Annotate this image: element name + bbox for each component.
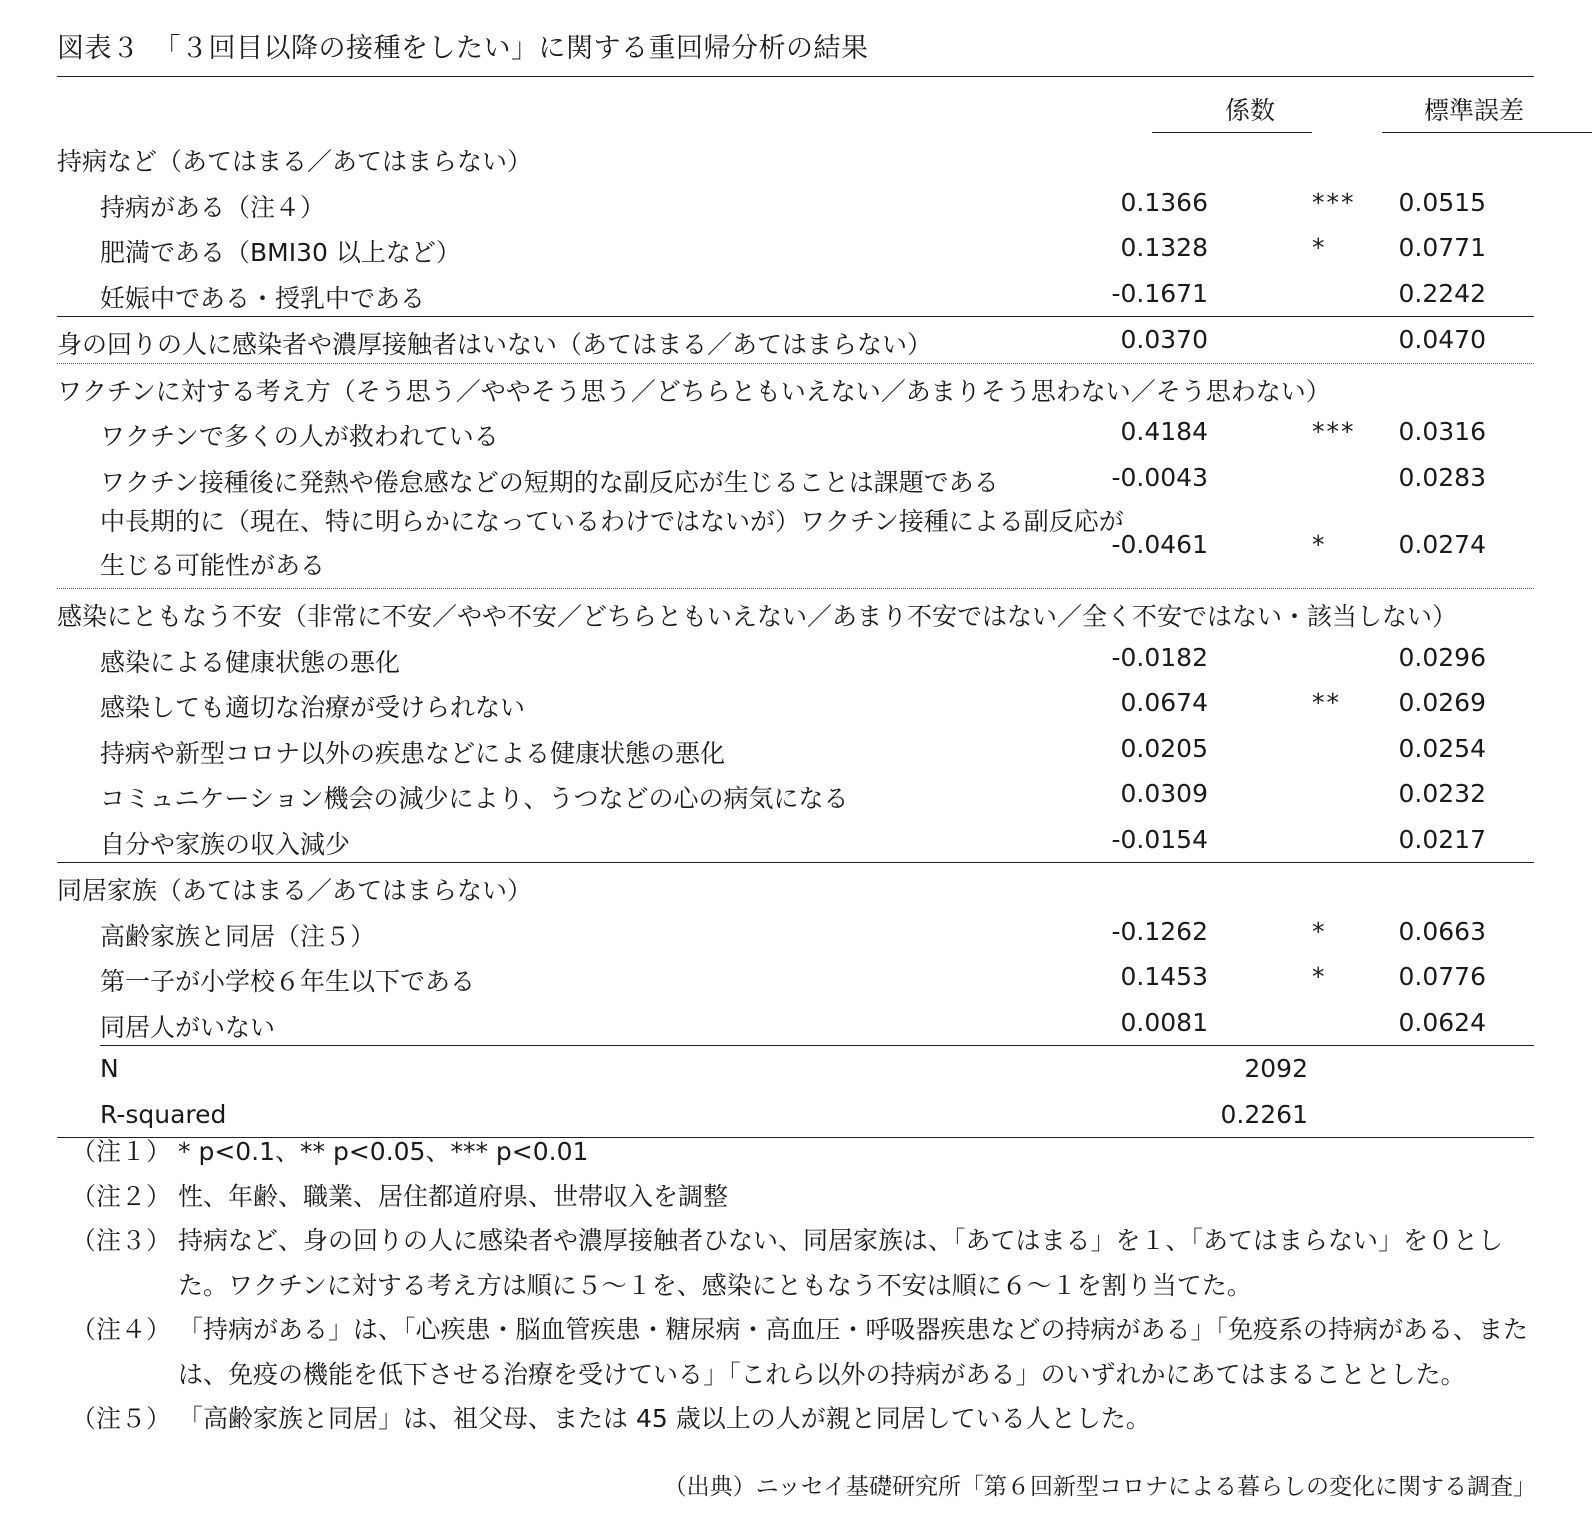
stat-row-n [57,1046,1534,1092]
row-label: 感染による健康状態の悪化 [100,647,401,677]
coefficient-value: 0.0370 [1120,325,1208,354]
row-label-line: 生じる可能性がある [100,551,326,580]
row-label: 感染しても適切な治療が受けられない [100,693,526,722]
note-1: （注１） * p<0.1、** p<0.05、*** p<0.01 [71,1137,589,1166]
coefficient-value: -0.0182 [1111,642,1208,672]
note-3: （注３） 持病など、身の回りの人に感染者や濃厚接触者ひない、同居家族は、「あてはまる」を１、「あてはまらない」を０とした。ワクチンに対する考え方は順に５～１を、感染にともなう不安は順に６～１を割り当てた。 [71,1226,1504,1300]
table-row [57,317,1534,363]
header-rule [1382,132,1592,133]
row-label [100,500,1124,588]
table-row [57,455,1534,501]
standard-error-value: 0.0624 [1398,1007,1486,1037]
section-heading [57,134,1534,180]
table-row [57,817,1534,863]
coefficient-value: -0.0154 [1111,824,1208,854]
row-label: N [100,1054,119,1083]
standard-error-value: 0.0232 [1398,779,1486,808]
section-heading [57,364,1534,410]
coefficient-value: 0.1453 [1120,962,1208,991]
coefficient-value: -0.0461 [1111,530,1208,559]
section-heading [57,863,1534,909]
section-heading [57,589,1534,635]
source-citation: （出典）ニッセイ基礎研究所「第６回新型コロナによる暮らしの変化に関する調査」 [663,1474,1536,1500]
coefficient-value: -0.1671 [1111,278,1208,308]
coefficient-value: 0.0674 [1120,688,1208,717]
table-row [57,635,1534,681]
table-row [57,180,1534,226]
header-se: 標準誤差 [1424,96,1525,125]
row-label: 高齢家族と同居（注５） [100,921,376,951]
row-label: ワクチンに対する考え方（そう思う／ややそう思う／どちらともいえない／あまりそう思わない／そう思わない） [57,376,1331,406]
coefficient-value: 0.0205 [1120,733,1208,763]
standard-error-value: 0.0515 [1398,187,1486,217]
significance-stars: *** [1312,417,1356,446]
row-label: 第一子が小学校６年生以下である [100,967,476,996]
standard-error-value: 0.0269 [1398,688,1486,717]
coefficient-value: 0.4184 [1120,417,1208,446]
row-label: 身の回りの人に感染者や濃厚接触者はいない（あてはまる／あてはまらない） [57,330,933,359]
row-label: 持病がある（注４） [100,192,326,222]
table-row [57,909,1534,955]
table-row [57,680,1534,726]
coefficient-value: 0.0081 [1120,1007,1208,1037]
row-label: コミュニケーション機会の減少により、うつなどの心の病気になる [100,784,849,813]
coefficient-value: -0.0043 [1111,462,1208,492]
standard-error-value: 0.2242 [1398,278,1486,308]
note-2: （注２） 性、年齢、職業、居住都道府県、世帯収入を調整 [71,1181,729,1211]
table-row [57,500,1534,588]
page-title: 図表３ 「３回目以降の接種をしたい」に関する重回帰分析の結果 [57,33,869,64]
row-label: ワクチン接種後に発熱や倦怠感などの短期的な副反応が生じることは課題である [100,467,999,497]
standard-error-value: 0.0776 [1398,962,1486,991]
standard-error-value: 0.0274 [1398,530,1486,559]
row-label-line: 中長期的に（現在、特に明らかになっているわけではないが）ワクチン接種による副反応が [100,507,1124,536]
table-row [57,225,1534,271]
coefficient-value: 0.1328 [1120,233,1208,262]
stat-value: 0.2261 [1220,1099,1308,1129]
standard-error-value: 0.0217 [1398,824,1486,854]
standard-error-value: 0.0316 [1398,417,1486,446]
significance-stars: * [1312,962,1327,991]
note-5: （注５） 「高齢家族と同居」は、祖父母、または 45 歳以上の人が親と同居している人とした。 [71,1404,1151,1433]
table-row [57,271,1534,317]
significance-stars: * [1312,916,1327,946]
significance-stars: ** [1312,688,1341,717]
coefficient-value: 0.0309 [1120,779,1208,808]
significance-stars: * [1312,233,1327,262]
standard-error-value: 0.0296 [1398,642,1486,672]
table-header [57,77,1534,133]
standard-error-value: 0.0283 [1398,462,1486,492]
row-label: R-squared [100,1099,227,1129]
row-label: 持病や新型コロナ以外の疾患などによる健康状態の悪化 [100,738,726,768]
row-label: 持病など（あてはまる／あてはまらない） [57,147,533,176]
significance-stars: *** [1312,187,1356,217]
table-row [57,409,1534,455]
row-label: ワクチンで多くの人が救われている [100,422,499,451]
row-label: 同居家族（あてはまる／あてはまらない） [57,876,533,905]
row-label: 感染にともなう不安（非常に不安／やや不安／どちらともいえない／あまり不安ではない／全く不安ではない・該当しない） [57,602,1458,631]
stat-value: 2092 [1244,1054,1308,1083]
header-rule [1152,132,1312,133]
coefficient-value: -0.1262 [1111,916,1208,946]
row-label: 自分や家族の収入減少 [100,829,351,859]
standard-error-value: 0.0254 [1398,733,1486,763]
regression-table [57,76,1534,1138]
coefficient-value: 0.1366 [1120,187,1208,217]
note-4: （注４） 「持病がある」は、「心疾患・脳血管疾患・糖尿病・高血圧・呼吸器疾患などの持病がある」「免疫系の持病がある、または、免疫の機能を低下させる治療を受けている」「これら以外の持病がある」のいずれかにあてはまることとした。 [71,1315,1529,1389]
significance-stars: * [1312,530,1327,559]
notes [57,1130,1537,1442]
standard-error-value: 0.0663 [1398,916,1486,946]
table-row [57,954,1534,1000]
standard-error-value: 0.0771 [1398,233,1486,262]
header-coef: 係数 [1225,96,1276,125]
standard-error-value: 0.0470 [1398,325,1486,354]
table-row [57,771,1534,817]
table-row [57,1000,1534,1046]
row-label: 妊娠中である・授乳中である [100,283,426,313]
row-label: 肥満である（BMI30 以上など） [100,238,461,267]
row-label: 同居人がいない [100,1012,276,1042]
table-row [57,726,1534,772]
